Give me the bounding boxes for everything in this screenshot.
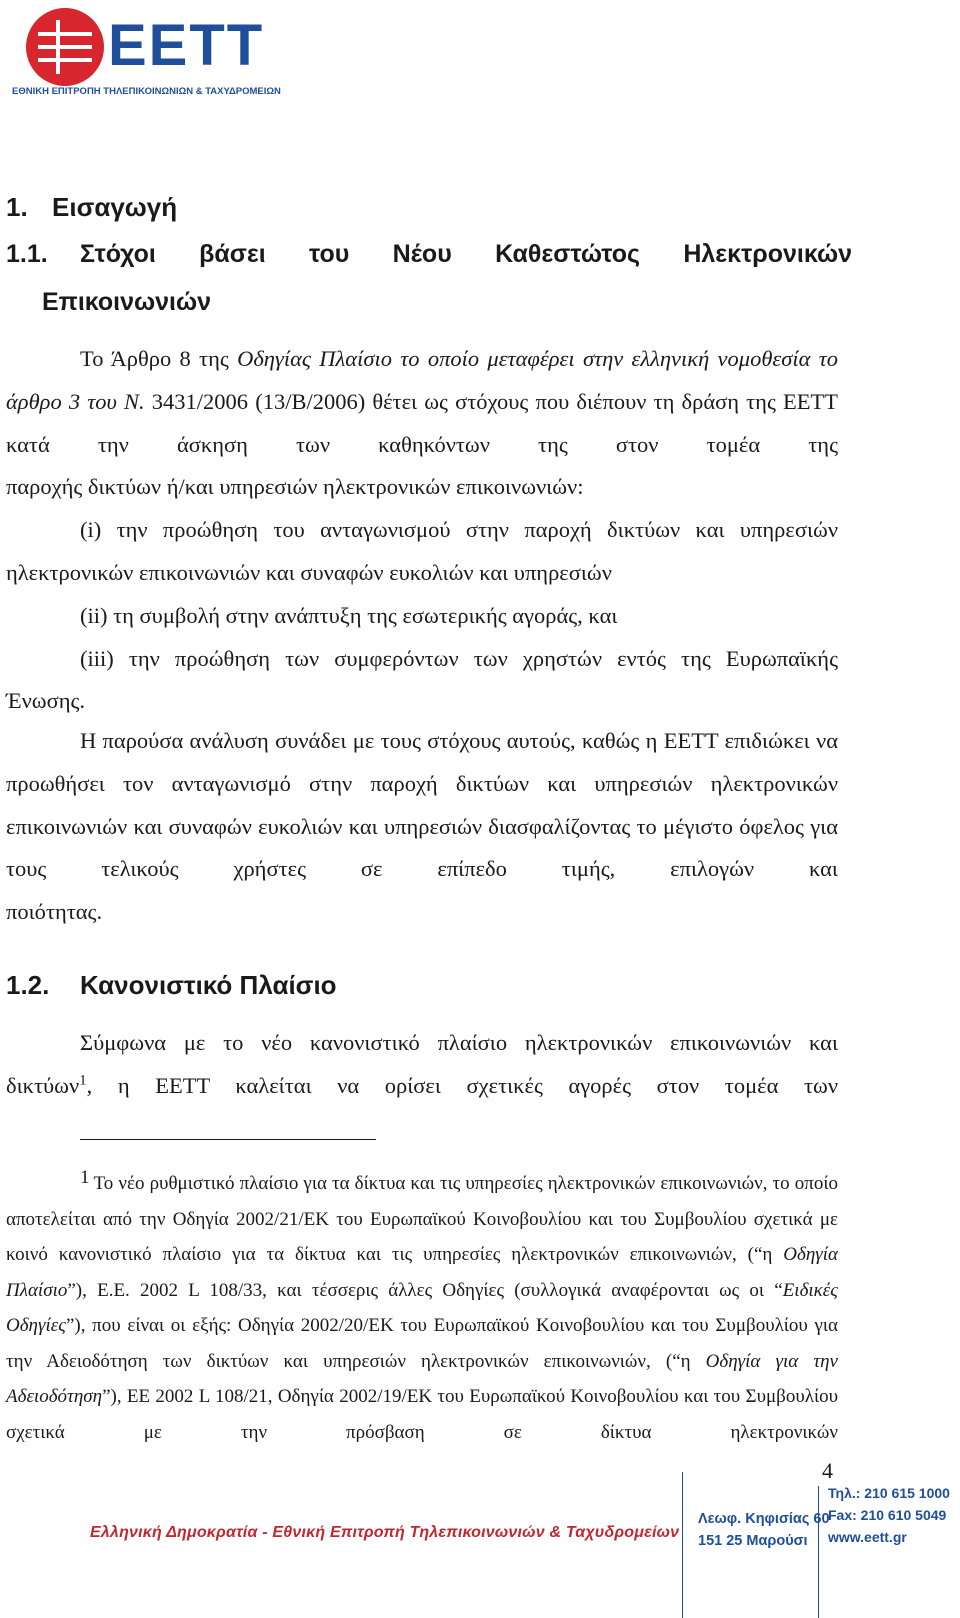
item-iii-line1: (iii) την προώθηση των συμφερόντων των χρηστών εντός της Ευρωπαϊκής (80, 645, 838, 671)
text-run: ”), Ε.Ε. 2002 L 108/33, και τέσσερις άλλες Οδηγίες (συλλογικά αναφέρονται ως οι “ (67, 1279, 783, 1301)
italic-run: Ειδικές Οδηγίες (6, 1279, 838, 1336)
italic-run: Οδηγίας Πλαίσιο το οποίο μεταφέρει στην ελληνική νομοθεσία το άρθρο 3 του Ν. (6, 346, 838, 414)
telephone: Τηλ.: 210 615 1000 (828, 1485, 950, 1501)
italic-run: Οδηγία Πλαίσιο (6, 1244, 838, 1301)
text-run: ”), ΕΕ 2002 L 108/21, Οδηγία 2002/19/ΕΚ του Ευρωπαϊκού Κοινοβουλίου και του Συμβουλίου σχετικά με την πρόσβαση σε δίκτυα ηλεκτρονικών (6, 1386, 838, 1443)
title-word: Καθεστώτος (495, 240, 641, 268)
website-link[interactable]: www.eett.gr (828, 1529, 907, 1545)
fax: Fax: 210 610 5049 (828, 1507, 947, 1523)
eett-logo (10, 6, 300, 102)
article-8-paragraph (6, 338, 838, 723)
footer-address (698, 1508, 830, 1552)
paragraph-last-line: παροχής δικτύων ή/και υπηρεσιών ηλεκτρονικών επικοινωνιών: (6, 474, 584, 500)
item-ii: (ii) τη συμβολή στην ανάπτυξη της εσωτερικής αγοράς, και (80, 602, 618, 628)
logo-wordmark: ΕΕΤΤ (108, 13, 265, 78)
footnote-reference[interactable]: 1 (79, 1072, 87, 1089)
item-iii-line2: Ένωσης. (6, 688, 86, 714)
title-word: του (308, 240, 350, 268)
title-word: Στόχοι (80, 240, 156, 268)
italic-run: Οδηγία για την Αδειοδότηση (6, 1350, 838, 1407)
section-number: 1.2. (6, 970, 50, 1000)
paragraph-text: Η παρούσα ανάλυση συνάδει με τους στόχους αυτούς, καθώς η ΕΕΤΤ επιδιώκει να προωθήσει τον ανταγωνισμό στην παροχή δικτύων και υπηρεσιών ηλεκτρονικών επικοινωνιών και συναφών ευκολιών και υπηρεσιών διασφαλίζοντας το μέγιστο όφελος για τους τελικούς χρήστες σε επίπεδο τιμής, επιλογών και (6, 728, 838, 882)
paragraph-text (6, 338, 838, 466)
page-number: 4 (822, 1458, 833, 1483)
section-number: 1.1. (6, 240, 48, 268)
footnote (6, 1166, 838, 1450)
section-number: 1. (6, 192, 28, 222)
paragraph-line1: Σύμφωνα με το νέο κανονιστικό πλαίσιο ηλεκτρονικών επικοινωνιών και (80, 1030, 838, 1055)
section-title: Εισαγωγή (52, 192, 178, 222)
address-line: 151 25 Μαρούσι (698, 1533, 808, 1549)
footer-divider (682, 1472, 683, 1618)
paragraph-line2 (6, 1065, 838, 1108)
section-title-line2: Επικοινωνιών (42, 288, 211, 316)
title-word: Ηλεκτρονικών (683, 240, 852, 268)
paragraph-last-line: ποιότητας. (6, 899, 103, 925)
section-title: Κανονιστικό Πλαίσιο (80, 970, 337, 1000)
logo-subtitle: ΕΘΝΙΚΗ ΕΠΙΤΡΟΠΗ ΤΗΛΕΠΙΚΟΙΝΩΝΙΩΝ & ΤΑΧΥΔΡΟΜΕΙΩΝ (12, 86, 281, 97)
title-word: Νέου (392, 240, 452, 268)
text-run: δικτύων (6, 1072, 80, 1098)
greek-flag-circle-icon (24, 6, 106, 88)
item-i-line1: (i) την προώθηση του ανταγωνισμού στην παροχή δικτύων και υπηρεσιών (80, 517, 838, 543)
regulatory-paragraph (6, 1022, 838, 1108)
address-line: Λεωφ. Κηφισίας 60 (698, 1511, 830, 1527)
section-title-line1 (80, 240, 852, 269)
text-run: , η ΕΕΤΤ καλείται να ορίσει σχετικές αγορές στον τομέα των (86, 1072, 838, 1098)
footnote-mark: 1 (80, 1167, 90, 1188)
title-word: βάσει (199, 240, 266, 268)
text-run: 3431/2006 (13/Β/2006) θέτει ως στόχους που διέπουν τη δράση της ΕΕΤΤ κατά την άσκηση των καθηκόντων της στον τομέα της (6, 388, 838, 457)
footer-contact (828, 1482, 950, 1548)
analysis-paragraph (6, 720, 838, 934)
text-run: Το νέο ρυθμιστικό πλαίσιο για τα δίκτυα και τις υπηρεσίες ηλεκτρονικών επικοινωνιών, το οποίο αποτελείται από την Οδηγία 2002/21/ΕΚ του Ευρωπαϊκού Κοινοβουλίου και του Συμβουλίου σχετικά με κοινό κανονιστικό πλαίσιο για τα δίκτυα και τις υπηρεσίες ηλεκτρονικών επικοινωνιών, (“η (6, 1173, 838, 1265)
item-i-line2: ηλεκτρονικών επικοινωνιών και συναφών ευκολιών και υπηρεσιών (6, 559, 612, 585)
text-run: Το Άρθρο 8 της (80, 346, 238, 371)
footer-band-text: Ελληνική Δημοκρατία - Εθνική Επιτροπή Τηλεπικοινωνιών & Ταχυδρομείων (90, 1524, 680, 1541)
text-run: ”), που είναι οι εξής: Οδηγία 2002/20/ΕΚ του Ευρωπαϊκού Κοινοβουλίου και του Συμβουλίου για την Αδειοδότηση των δικτύων και υπηρεσιών ηλεκτρονικών επικοινωνιών, (“η (6, 1315, 838, 1372)
footnote-text (6, 1166, 838, 1450)
footer-divider (818, 1486, 819, 1618)
footnote-separator (80, 1139, 376, 1140)
section-1-heading (6, 192, 177, 223)
